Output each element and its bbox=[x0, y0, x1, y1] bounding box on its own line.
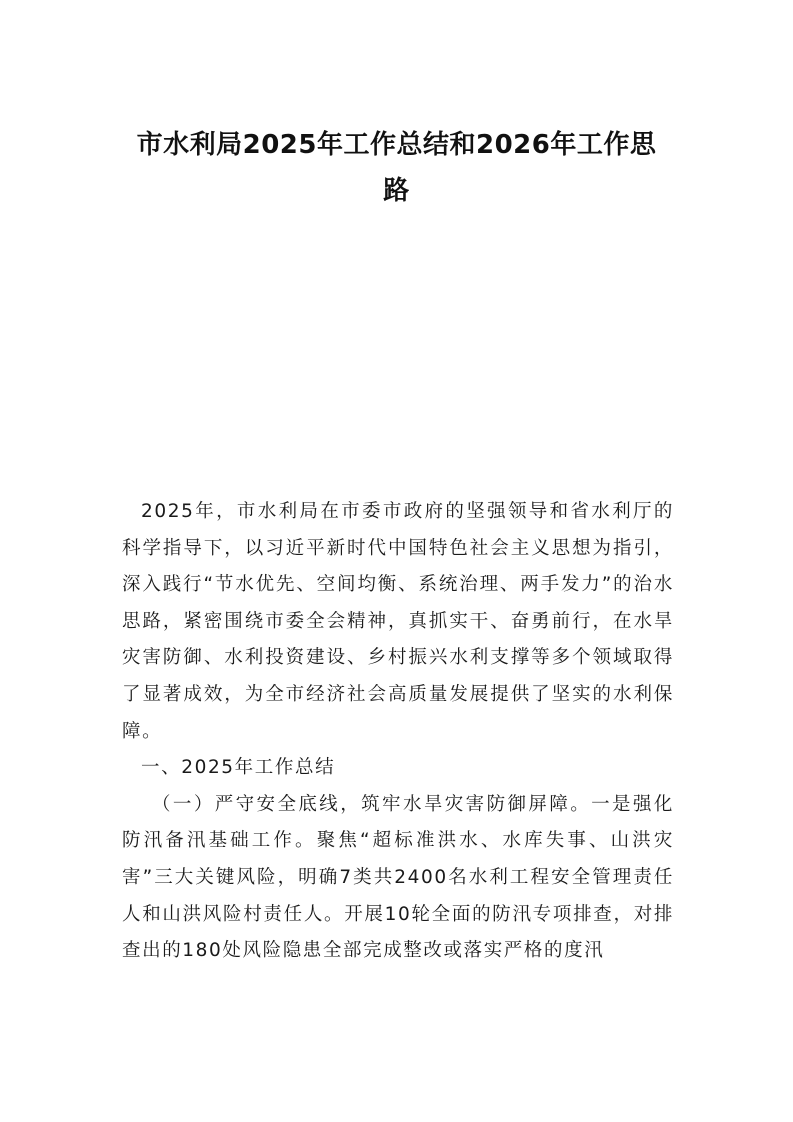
section-paragraph: （一）严守安全底线，筑牢水旱灾害防御屏障。一是强化防汛备汛基础工作。聚焦“超标准洪水、水库失事、山洪灾害”三大关键风险，明确7类共2400名水利工程安全管理责任人和山洪风险村责任人。开展10轮全面的防汛专项排查，对排查出的180处风险隐患全部完成整改或落实严格的度汛 bbox=[122, 793, 674, 962]
title-line-1: 市水利局2025年工作总结和2026年工作思 bbox=[136, 130, 657, 160]
intro-paragraph: 2025年，市水利局在市委市政府的坚强领导和省水利厅的科学指导下，以习近平新时代中国特色社会主义思想为指引，深入践行“节水优先、空间均衡、系统治理、两手发力”的治水思路，紧密围绕市委全会精神，真抓实干、奋勇前行，在水旱灾害防御、水利投资建设、乡村振兴水利支撑等多个领域取得了显著成效，为全市经济社会高质量发展提供了坚实的水利保障。 bbox=[122, 501, 674, 742]
document-title bbox=[110, 122, 683, 214]
section-heading: 一、2025年工作总结 bbox=[141, 757, 336, 779]
document-body bbox=[122, 494, 674, 970]
title-line-2: 路 bbox=[383, 176, 410, 206]
